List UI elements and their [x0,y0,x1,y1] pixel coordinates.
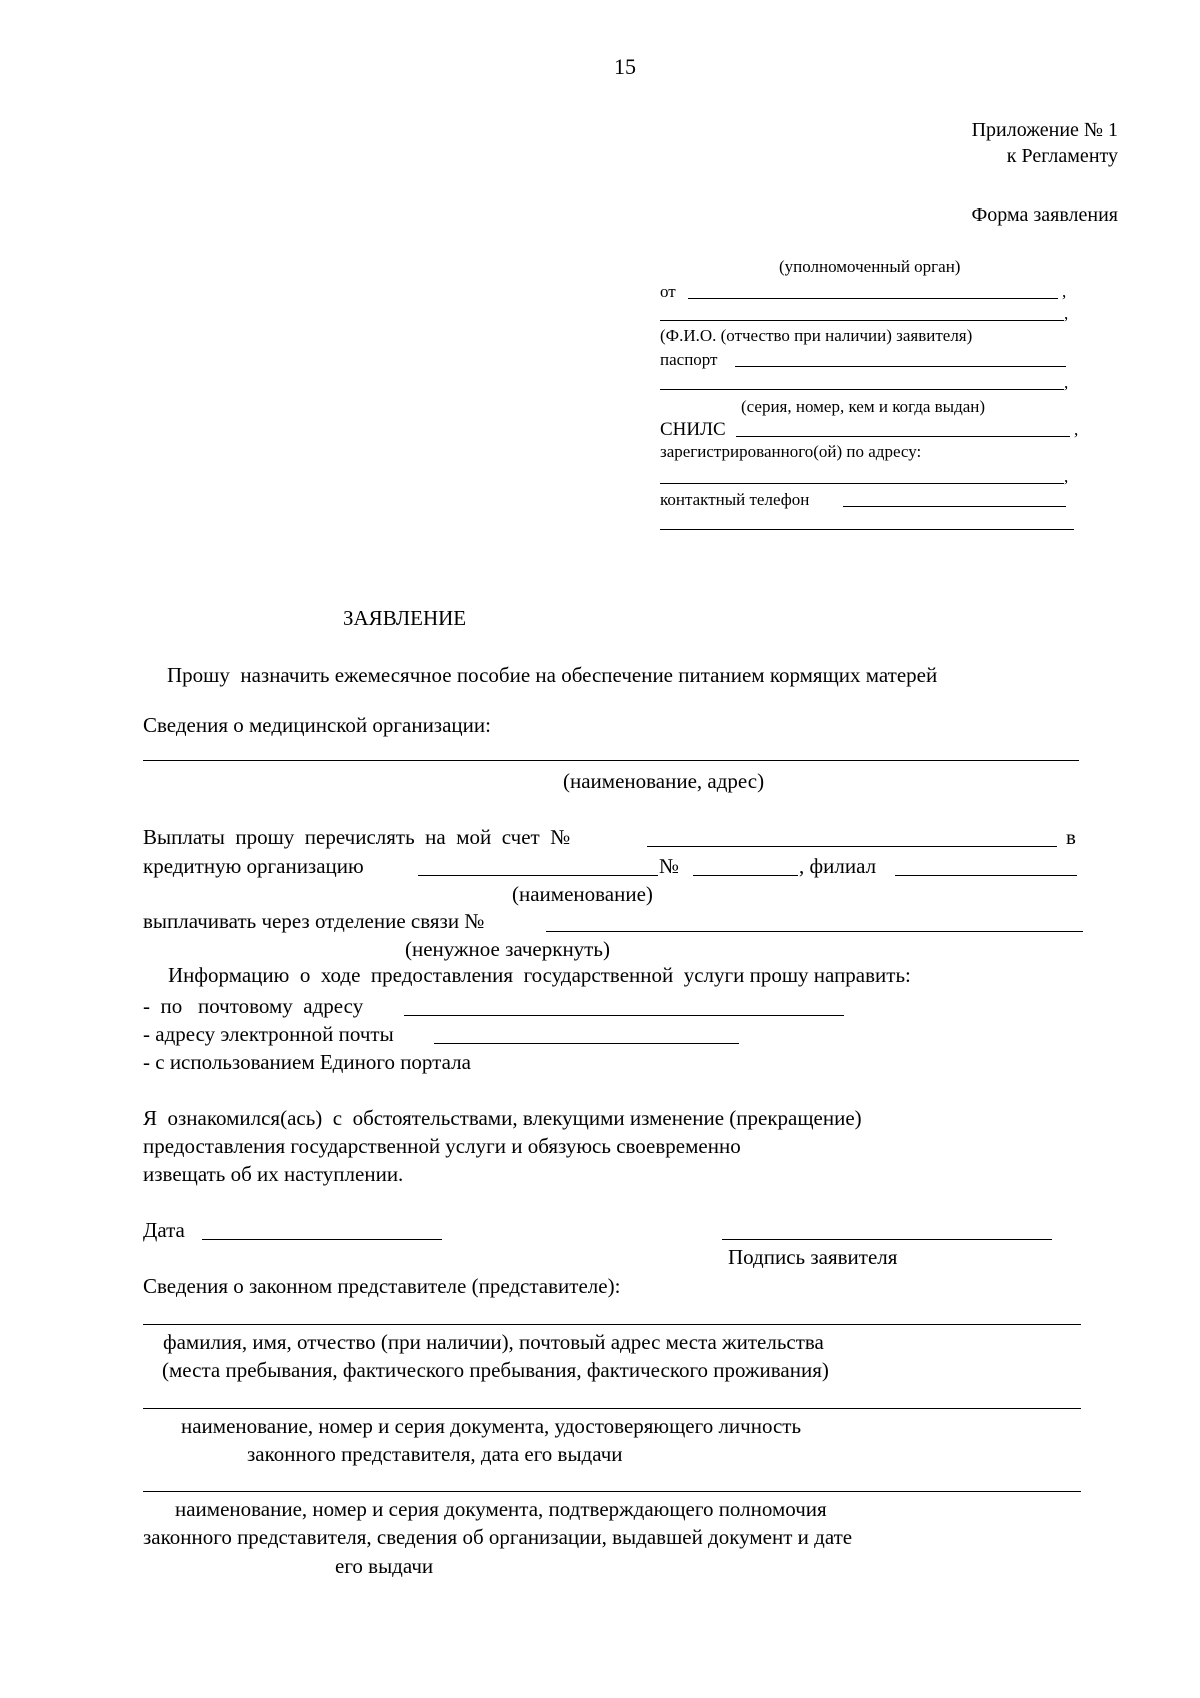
applicant-caption: (Ф.И.О. (отчество при наличии) заявителя) [660,326,973,345]
rep-caption-3-line-1: наименование, номер и серия документа, подтверждающего полномочия [175,1497,827,1521]
medical-org-caption: (наименование, адрес) [563,769,765,793]
by-email-option: - адресу электронной почты [143,1022,394,1046]
snils-label: СНИЛС [660,419,726,440]
post-office-line[interactable] [546,931,1083,932]
rep-caption-3-line-2: законного представителя, сведения об организации, выдавшей документ и дате [143,1525,853,1549]
regulation-label: к Регламенту [1006,145,1118,167]
branch-label: , филиал [799,854,877,878]
ack-line-1: Я ознакомился(ась) с обстоятельствами, влекущими изменение (прекращение) [143,1106,862,1130]
page-number: 15 [614,54,636,79]
rep-authority-doc-line[interactable] [143,1491,1081,1492]
rep-identity-doc-line[interactable] [143,1408,1081,1409]
strike-caption: (ненужное зачеркнуть) [405,937,610,961]
rep-caption-1-line-2: (места пребывания, фактического пребывания, фактического проживания) [162,1358,829,1382]
payment-account-label: Выплаты прошу перечислять на мой счет № [143,825,571,849]
phone-label: контактный телефон [660,490,810,509]
rep-caption-2-line-1: наименование, номер и серия документа, удостоверяющего личность [181,1414,802,1438]
phone-line-2[interactable] [660,529,1074,530]
rep-caption-2-line-2: законного представителя, дата его выдачи [247,1442,623,1466]
info-request-text: Информацию о ходе предоставления государственной услуги прошу направить: [168,963,911,987]
passport-line[interactable] [735,366,1066,367]
rep-caption-1-line-1: фамилия, имя, отчество (при наличии), почтовый адрес места жительства [163,1330,824,1354]
date-label: Дата [143,1218,185,1242]
representative-label: Сведения о законном представителе (представителе): [143,1274,621,1298]
comma: , [1064,467,1069,486]
comma: , [1064,373,1069,392]
signature-caption: Подпись заявителя [728,1245,898,1269]
authority-caption: (уполномоченный орган) [779,257,961,276]
postal-address-line[interactable] [404,1015,844,1016]
representative-name-line[interactable] [143,1324,1081,1325]
from-label: от [660,282,676,301]
from-line[interactable] [688,298,1058,299]
comma: , [1064,304,1069,323]
form-title: Форма заявления [971,204,1118,226]
date-line[interactable] [202,1239,442,1240]
snils-line[interactable] [736,436,1070,437]
comma: , [1062,282,1067,301]
passport-caption: (серия, номер, кем и когда выдан) [741,397,986,416]
medical-org-line[interactable] [143,760,1079,761]
phone-line[interactable] [843,506,1066,507]
medical-org-label: Сведения о медицинской организации: [143,713,491,737]
appendix-label: Приложение № 1 [971,119,1118,141]
rep-caption-3-line-3: его выдачи [335,1554,434,1578]
ack-line-3: извещать об их наступлении. [143,1162,404,1186]
comma: , [1074,420,1079,439]
number-sign: № [659,854,680,878]
registered-label: зарегистрированного(ой) по адресу: [660,442,922,461]
credit-org-line[interactable] [418,875,658,876]
ack-line-2: предоставления государственной услуги и обязуюсь своевременно [143,1134,741,1158]
request-text: Прошу назначить ежемесячное пособие на обеспечение питанием кормящих матерей [167,663,938,687]
passport-line-2[interactable] [660,389,1064,390]
account-number-line[interactable] [647,846,1057,847]
passport-label: паспорт [660,350,718,369]
by-post-option: - по почтовому адресу [143,994,364,1018]
branch-line[interactable] [895,875,1077,876]
signature-line[interactable] [722,1239,1052,1240]
credit-org-number-line[interactable] [693,875,798,876]
document-title: ЗАЯВЛЕНИЕ [343,606,467,630]
email-line[interactable] [434,1043,739,1044]
payment-in-label: в [1066,825,1076,849]
address-line[interactable] [660,483,1064,484]
credit-org-label: кредитную организацию [143,854,364,878]
credit-org-caption: (наименование) [512,882,653,906]
post-office-label: выплачивать через отделение связи № [143,909,485,933]
applicant-name-line[interactable] [660,320,1064,321]
by-portal-option: - с использованием Единого портала [143,1050,471,1074]
